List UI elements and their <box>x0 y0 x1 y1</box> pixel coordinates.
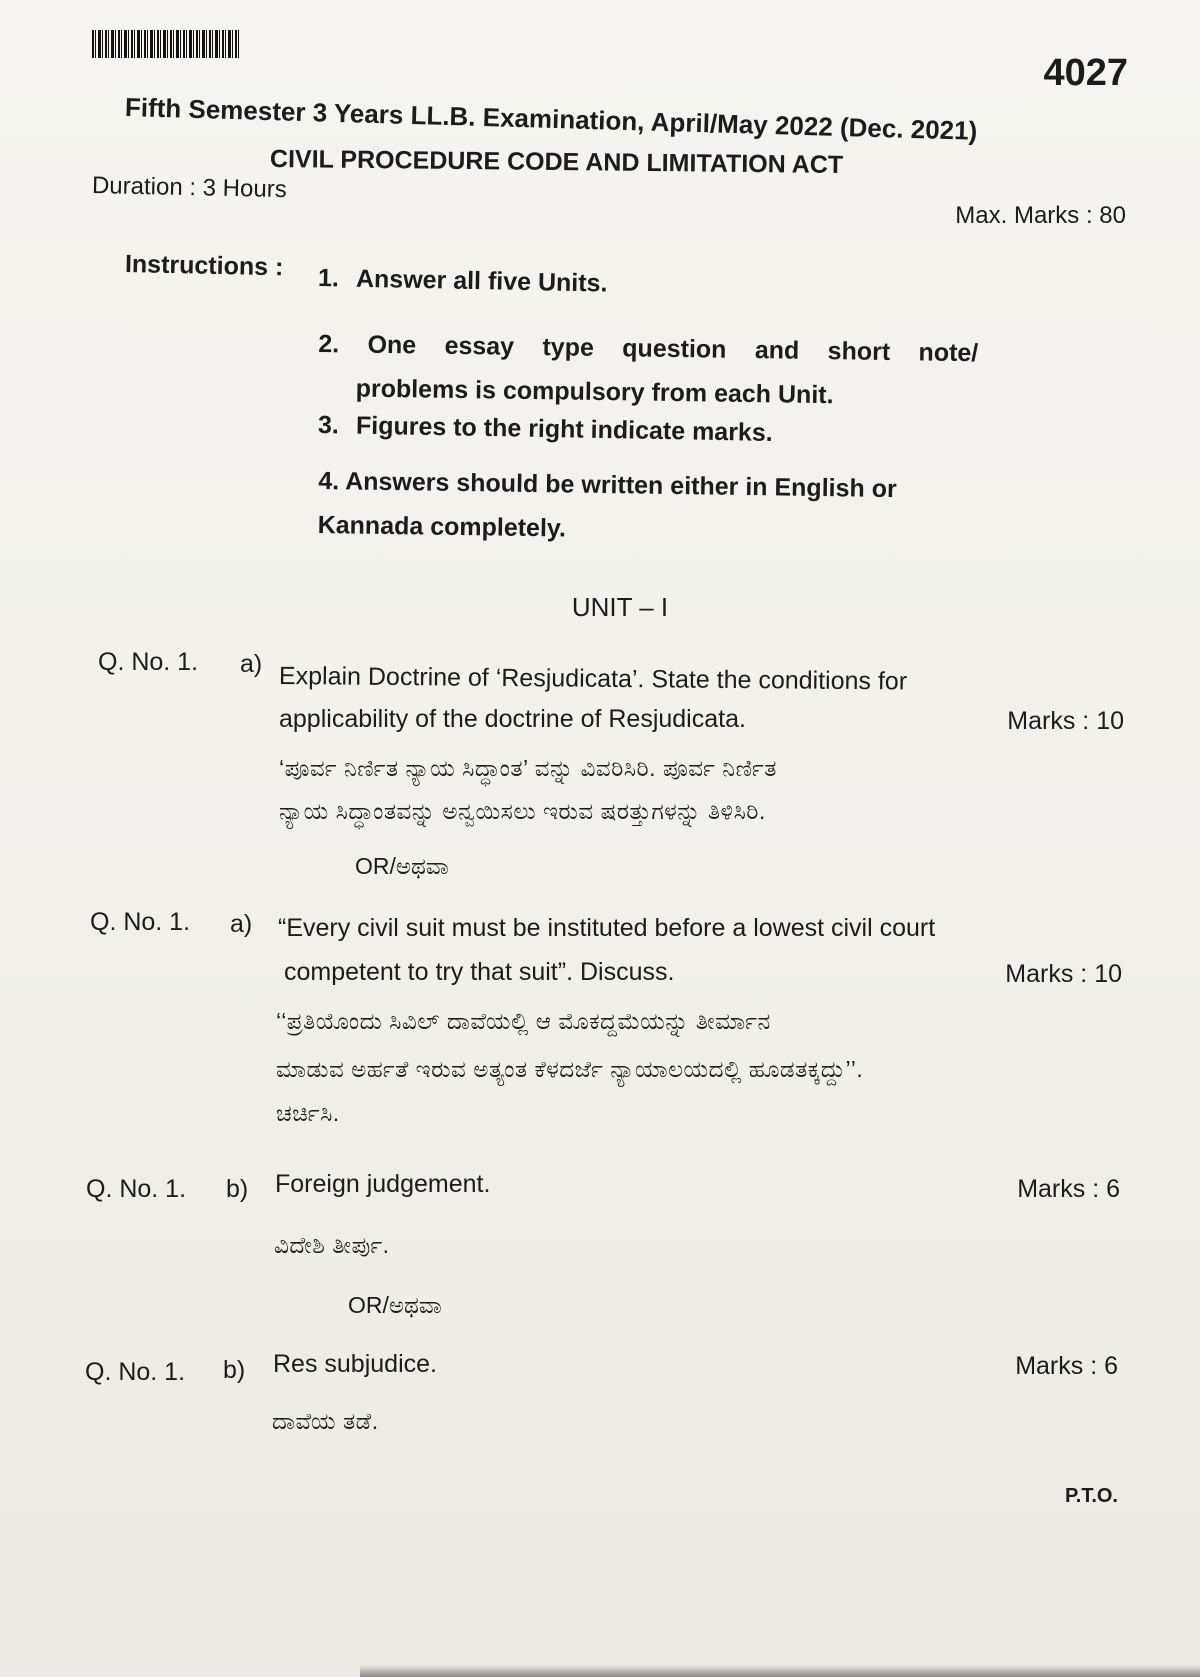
kannada-text-line: ಮಾಡುವ ಅರ್ಹತೆ ಇರುವ ಅತ್ಯಂತ ಕೆಳದರ್ಜೆ ನ್ಯಾಯಾಲಯದಲ್ಲಿ ಹೂಡತಕ್ಕದ್ದು’’. <box>276 1056 864 1082</box>
question-number: Q. No. 1. <box>86 1175 187 1203</box>
instruction-1: 1. Answer all five Units. <box>317 264 608 298</box>
question-number: Q. No. 1. <box>90 908 191 936</box>
barcode <box>92 30 240 58</box>
instruction-3: 3. Figures to the right indicate marks. <box>317 411 773 447</box>
subject-title: CIVIL PROCEDURE CODE AND LIMITATION ACT <box>269 145 844 180</box>
question-marks: Marks : 10 <box>1007 707 1124 735</box>
question-text-line: Foreign judgement. <box>275 1170 491 1198</box>
or-separator: OR/ಅಥವಾ <box>355 853 449 879</box>
question-text-line: Res subjudice. <box>273 1350 437 1378</box>
unit-heading: UNIT – I <box>571 592 669 622</box>
instruction-2-line1: 2. One essay type question and short note/ <box>318 330 979 368</box>
max-marks: Max. Marks : 80 <box>955 202 1126 229</box>
kannada-text-line: ನ್ಯಾಯ ಸಿದ್ಧಾಂತವನ್ನು ಅನ್ವಯಿಸಲು ಇರುವ ಷರತ್ತುಗಳನ್ನು ತಿಳಿಸಿರಿ. <box>279 798 766 824</box>
question-text-line: Explain Doctrine of ‘Resjudicata’. State the conditions for <box>278 662 908 696</box>
kannada-text-line: ಚರ್ಚಿಸಿ. <box>276 1100 340 1126</box>
exam-title: Fifth Semester 3 Years LL.B. Examination, April/May 2022 (Dec. 2021) <box>124 92 978 146</box>
or-separator: OR/ಅಥವಾ <box>348 1292 442 1318</box>
pto-label: P.T.O. <box>1065 1485 1118 1507</box>
question-text-line: competent to try that suit”. Discuss. <box>284 958 675 986</box>
question-part: b) <box>223 1356 246 1384</box>
instruction-2: 2. One essay type question and short note/ problems is compulsory from each Unit. <box>317 322 978 419</box>
instructions-label: Instructions : <box>124 250 284 282</box>
instruction-4: 4. Answers should be written either in English or Kannada completely. <box>317 459 978 556</box>
page-edge-shadow <box>360 1665 1200 1677</box>
kannada-text-line: ದಾವೆಯ ತಡೆ. <box>272 1408 379 1434</box>
question-marks: Marks : 10 <box>1005 960 1122 988</box>
question-part: a) <box>230 910 253 938</box>
kannada-text-line: ‘ಪೂರ್ವ ನಿರ್ಣಿತ ನ್ಯಾಯ ಸಿದ್ಧಾಂತ’ ವನ್ನು ವಿವರಿಸಿರಿ. ಪೂರ್ವ ನಿರ್ಣಿತ <box>279 755 777 781</box>
question-part: a) <box>240 650 263 678</box>
question-text-line: applicability of the doctrine of Resjudicata. <box>279 705 746 733</box>
question-number: Q. No. 1. <box>85 1358 186 1386</box>
duration: Duration : 3 Hours <box>91 172 288 204</box>
question-marks: Marks : 6 <box>1017 1175 1120 1203</box>
question-text-line: “Every civil suit must be instituted before a lowest civil court <box>278 914 936 942</box>
kannada-text-line: ವಿದೇಶಿ ತೀರ್ಪು. <box>274 1232 390 1258</box>
question-marks: Marks : 6 <box>1015 1352 1118 1380</box>
question-number: Q. No. 1. <box>98 648 199 676</box>
instruction-4-line1: 4. Answers should be written either in English or <box>318 467 897 504</box>
question-part: b) <box>226 1175 249 1203</box>
kannada-text-line: ‘‘ಪ್ರತಿಯೊಂದು ಸಿವಿಲ್ ದಾವೆಯಲ್ಲಿ ಆ ಮೊಕದ್ದಮೆಯನ್ನು ತೀರ್ಮಾನ <box>276 1008 771 1034</box>
paper-code: 4027 <box>1043 52 1128 94</box>
